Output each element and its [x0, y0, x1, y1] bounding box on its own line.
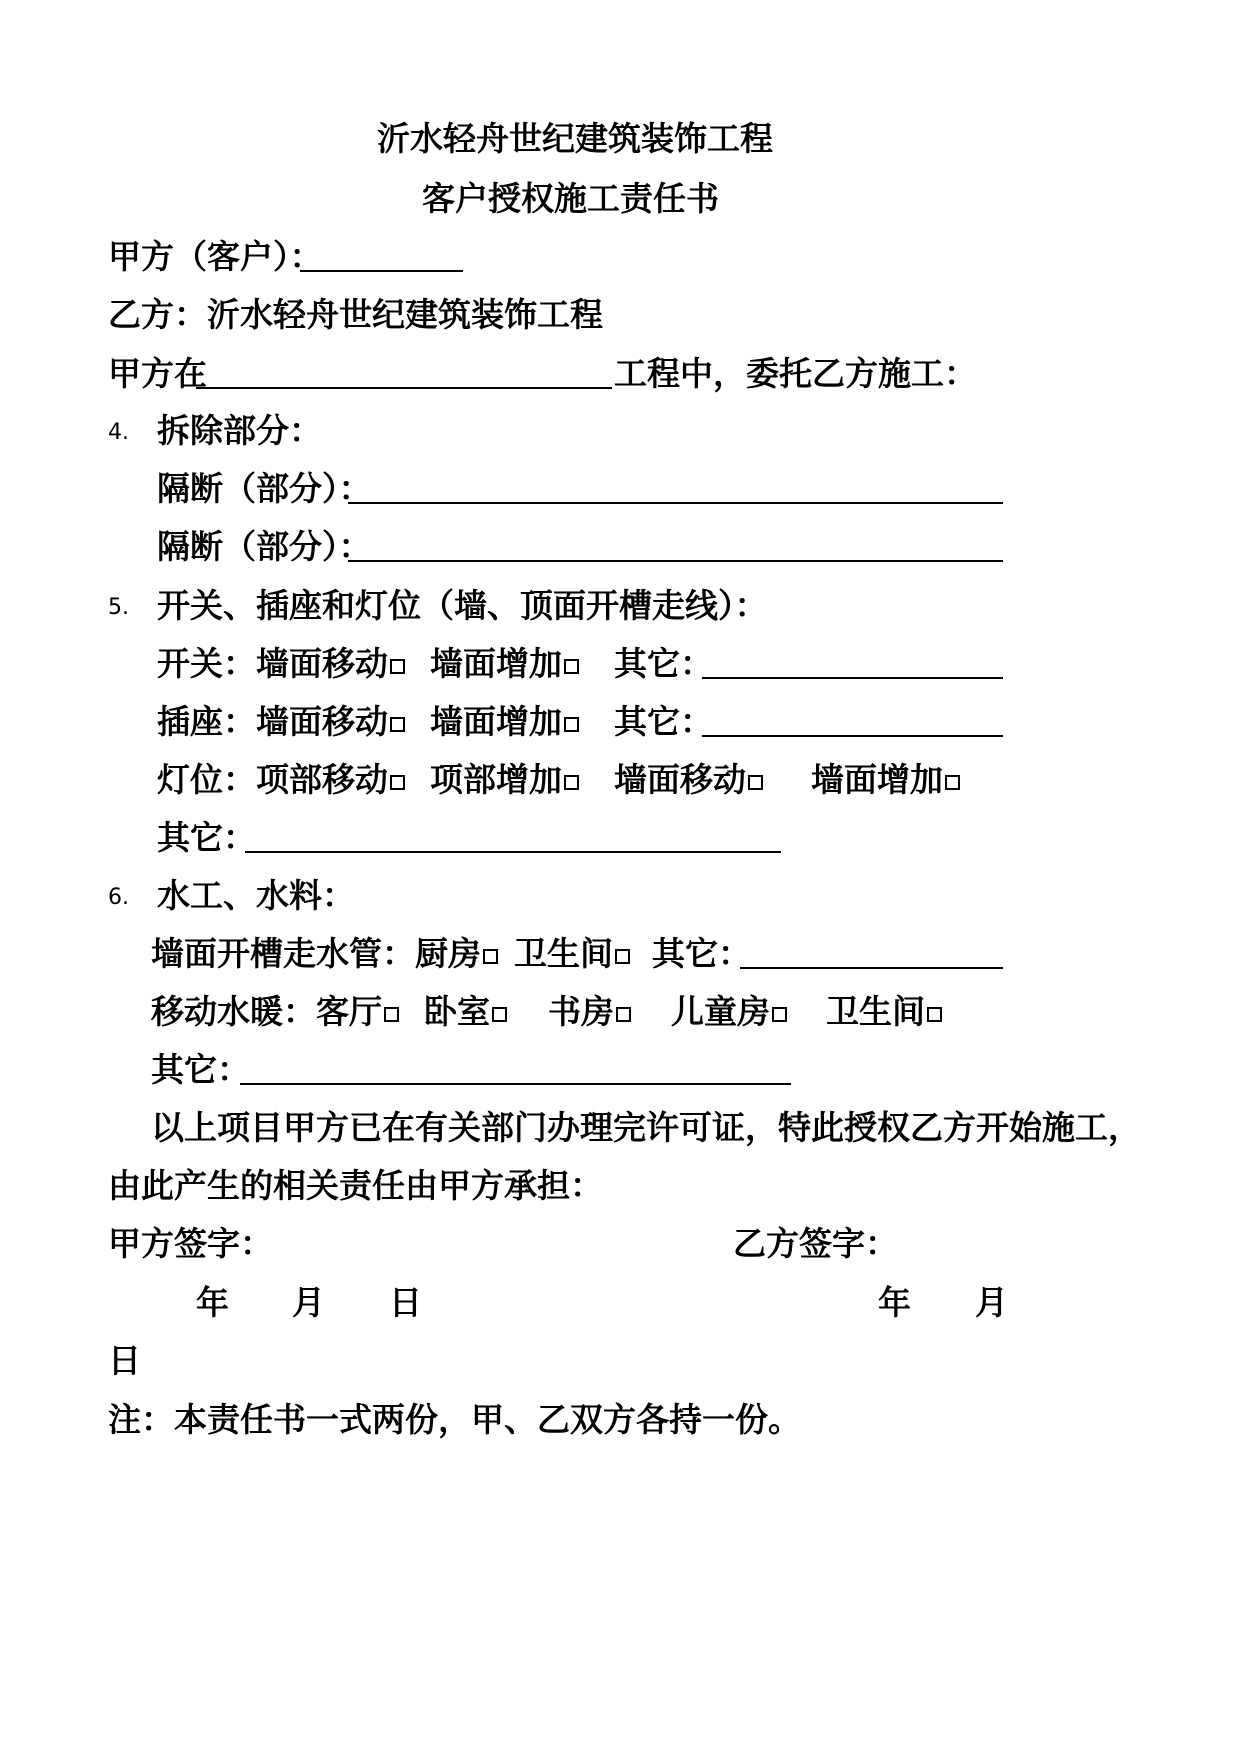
heating-bedroom-label: 卧室: [424, 992, 490, 1031]
section-6-heading: 水工、水料：: [157, 876, 355, 915]
statement-line-2: 由此产生的相关责任由甲方承担：: [108, 1166, 603, 1205]
checkbox[interactable]: [564, 659, 579, 674]
party-b-date-year: 年: [878, 1283, 911, 1322]
party-a-date-month: 月: [292, 1283, 325, 1322]
checkbox[interactable]: [927, 1007, 942, 1022]
light-wall-move-label: 墙面移动: [614, 760, 746, 799]
heating-bathroom-label: 卫生间: [826, 992, 925, 1031]
heating-bathroom-option[interactable]: [826, 992, 942, 1031]
party-a-label: 甲方（客户）：: [108, 237, 323, 276]
checkbox[interactable]: [748, 775, 763, 790]
checkbox[interactable]: [390, 717, 405, 732]
socket-other-blank[interactable]: [702, 735, 1003, 737]
light-top-move-option[interactable]: [157, 760, 405, 799]
socket-other-label: 其它：: [614, 702, 713, 741]
project-name-blank[interactable]: [196, 387, 612, 389]
checkbox[interactable]: [483, 949, 498, 964]
partition-blank-2[interactable]: [348, 560, 1003, 562]
light-top-move-label: 灯位：项部移动: [157, 760, 388, 799]
switch-wall-add-option[interactable]: [430, 644, 579, 683]
pipe-kitchen-option[interactable]: [151, 934, 498, 973]
section-4-heading: 拆除部分：: [157, 411, 322, 450]
light-top-add-label: 项部增加: [430, 760, 562, 799]
party-a-blank[interactable]: [300, 270, 463, 272]
project-prefix: 甲方在: [108, 354, 207, 393]
switch-wall-add-label: 墙面增加: [430, 644, 562, 683]
party-a-signature-label: 甲方签字：: [108, 1224, 273, 1263]
switch-wall-move-option[interactable]: [157, 644, 405, 683]
checkbox[interactable]: [564, 717, 579, 732]
checkbox[interactable]: [564, 775, 579, 790]
statement-line-1: 以上项目甲方已在有关部门办理完许可证，特此授权乙方开始施工，: [151, 1108, 1141, 1147]
checkbox[interactable]: [616, 1007, 631, 1022]
heating-bedroom-option[interactable]: [424, 992, 507, 1031]
checkbox[interactable]: [615, 949, 630, 964]
heating-living-room-option[interactable]: [151, 992, 399, 1031]
light-top-add-option[interactable]: [430, 760, 579, 799]
checkbox[interactable]: [390, 659, 405, 674]
section-5-other-label: 其它：: [157, 818, 256, 857]
switch-other-blank[interactable]: [702, 677, 1003, 679]
socket-wall-move-option[interactable]: [157, 702, 405, 741]
pipe-bathroom-option[interactable]: [514, 934, 630, 973]
switch-wall-move-label: 开关：墙面移动: [157, 644, 388, 683]
partition-blank-1[interactable]: [348, 502, 1003, 504]
heating-study-option[interactable]: [548, 992, 631, 1031]
socket-wall-add-label: 墙面增加: [430, 702, 562, 741]
party-b-date-day: 日: [108, 1341, 141, 1380]
switch-other-label: 其它：: [614, 644, 713, 683]
party-b-signature-label: 乙方签字：: [733, 1224, 898, 1263]
checkbox[interactable]: [390, 775, 405, 790]
light-wall-move-option[interactable]: [614, 760, 763, 799]
partition-label-1: 隔断（部分）：: [157, 469, 372, 508]
section-5-other-blank[interactable]: [245, 851, 781, 853]
party-b-date-month: 月: [975, 1283, 1008, 1322]
heating-kids-room-option[interactable]: [671, 992, 787, 1031]
section-6-other-blank[interactable]: [240, 1083, 791, 1085]
party-b-line: 乙方：沂水轻舟世纪建筑装饰工程: [108, 295, 603, 334]
document-title: 沂水轻舟世纪建筑装饰工程: [377, 119, 773, 158]
checkbox[interactable]: [492, 1007, 507, 1022]
pipe-other-blank[interactable]: [740, 967, 1003, 969]
document-subtitle: 客户授权施工责任书: [422, 179, 719, 218]
checkbox[interactable]: [772, 1007, 787, 1022]
pipe-bathroom-label: 卫生间: [514, 934, 613, 973]
section-4-number: 4.: [108, 420, 129, 445]
checkbox[interactable]: [945, 775, 960, 790]
pipe-other-label: 其它：: [652, 934, 751, 973]
heating-living-room-label: 移动水暖：客厅: [151, 992, 382, 1031]
checkbox[interactable]: [384, 1007, 399, 1022]
project-suffix: 工程中，委托乙方施工：: [614, 354, 977, 393]
socket-wall-move-label: 插座：墙面移动: [157, 702, 388, 741]
section-5-heading: 开关、插座和灯位（墙、顶面开槽走线）：: [157, 586, 768, 625]
section-6-other-label: 其它：: [151, 1050, 250, 1089]
light-wall-add-label: 墙面增加: [811, 760, 943, 799]
light-wall-add-option[interactable]: [811, 760, 960, 799]
party-a-date-year: 年: [196, 1283, 229, 1322]
footer-note: 注：本责任书一式两份，甲、乙双方各持一份。: [108, 1400, 801, 1439]
socket-wall-add-option[interactable]: [430, 702, 579, 741]
heating-study-label: 书房: [548, 992, 614, 1031]
section-5-number: 5.: [108, 595, 129, 620]
heating-kids-room-label: 儿童房: [671, 992, 770, 1031]
pipe-kitchen-label: 墙面开槽走水管：厨房: [151, 934, 481, 973]
partition-label-2: 隔断（部分）：: [157, 527, 372, 566]
party-a-date-day: 日: [389, 1283, 422, 1322]
section-6-number: 6.: [108, 885, 129, 910]
